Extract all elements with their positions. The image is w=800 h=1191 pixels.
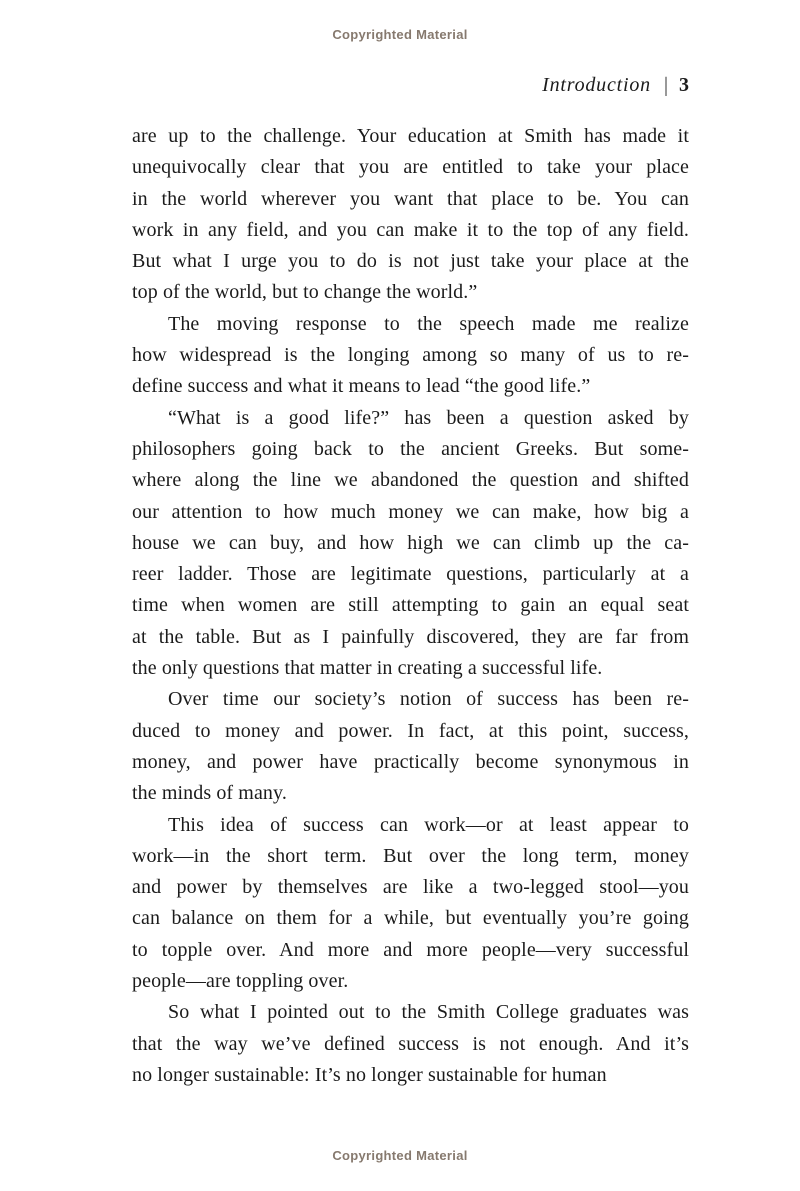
paragraph: [132, 997, 689, 1091]
chapter-title: Introduction: [542, 74, 651, 96]
text-line: the minds of many.: [132, 782, 287, 805]
copyright-notice-top: Copyrighted Material: [332, 27, 468, 42]
text-line: work—in the short term. But over the long term, money: [132, 844, 689, 867]
text-line: define success and what it means to lead “the good life.”: [132, 375, 591, 398]
text-line: are up to the challenge. Your education at Smith has made it: [132, 125, 689, 147]
text-line: But what I urge you to do is not just take your place at the: [132, 250, 689, 273]
paragraph: [132, 121, 689, 309]
text-line: Over time our society’s notion of success has been re-: [168, 688, 689, 711]
paragraph: [132, 684, 689, 809]
text-line: how widespread is the longing among so many of us to re-: [132, 344, 689, 367]
header-separator: |: [663, 73, 668, 97]
text-line: This idea of success can work—or at least appear to: [168, 813, 689, 836]
text-line: reer ladder. Those are legitimate questions, particularly at a: [132, 563, 689, 586]
text-line: can balance on them for a while, but eventually you’re going: [132, 907, 689, 930]
body-text: [132, 121, 689, 1091]
page-header: [132, 74, 689, 97]
text-line: unequivocally clear that you are entitled to take your place: [132, 156, 689, 179]
page-number: 3: [679, 74, 689, 96]
text-line: duced to money and power. In fact, at this point, success,: [132, 719, 689, 742]
text-line: house we can buy, and how high we can climb up the ca-: [132, 531, 689, 554]
text-line: to topple over. And more and more people—very successful: [132, 938, 689, 961]
text-line: our attention to how much money we can make, how big a: [132, 500, 689, 523]
text-line: The moving response to the speech made me realize: [168, 312, 689, 335]
text-line: at the table. But as I painfully discovered, they are far from: [132, 625, 689, 648]
paragraph: [132, 309, 689, 403]
text-line: people—are toppling over.: [132, 970, 349, 993]
text-line: where along the line we abandoned the question and shifted: [132, 469, 689, 492]
text-line: philosophers going back to the ancient Greeks. But some-: [132, 437, 689, 460]
text-line: top of the world, but to change the world.”: [132, 281, 478, 304]
paragraph: [132, 810, 689, 998]
text-line: and power by themselves are like a two-legged stool—you: [132, 876, 689, 899]
paragraph: [132, 403, 689, 685]
text-line: “What is a good life?” has been a question asked by: [168, 406, 689, 429]
text-line: time when women are still attempting to gain an equal seat: [132, 594, 689, 617]
text-line: in the world wherever you want that place to be. You can: [132, 187, 689, 210]
text-line: work in any field, and you can make it to the top of any field.: [132, 218, 689, 241]
text-line: money, and power have practically become synonymous in: [132, 750, 689, 773]
text-line: no longer sustainable: It’s no longer sustainable for human: [132, 1063, 607, 1086]
text-line: the only questions that matter in creating a successful life.: [132, 657, 603, 680]
text-line: So what I pointed out to the Smith College graduates was: [168, 1001, 689, 1024]
text-line: that the way we’ve defined success is not enough. And it’s: [132, 1032, 689, 1055]
copyright-notice-bottom: Copyrighted Material: [332, 1148, 468, 1163]
